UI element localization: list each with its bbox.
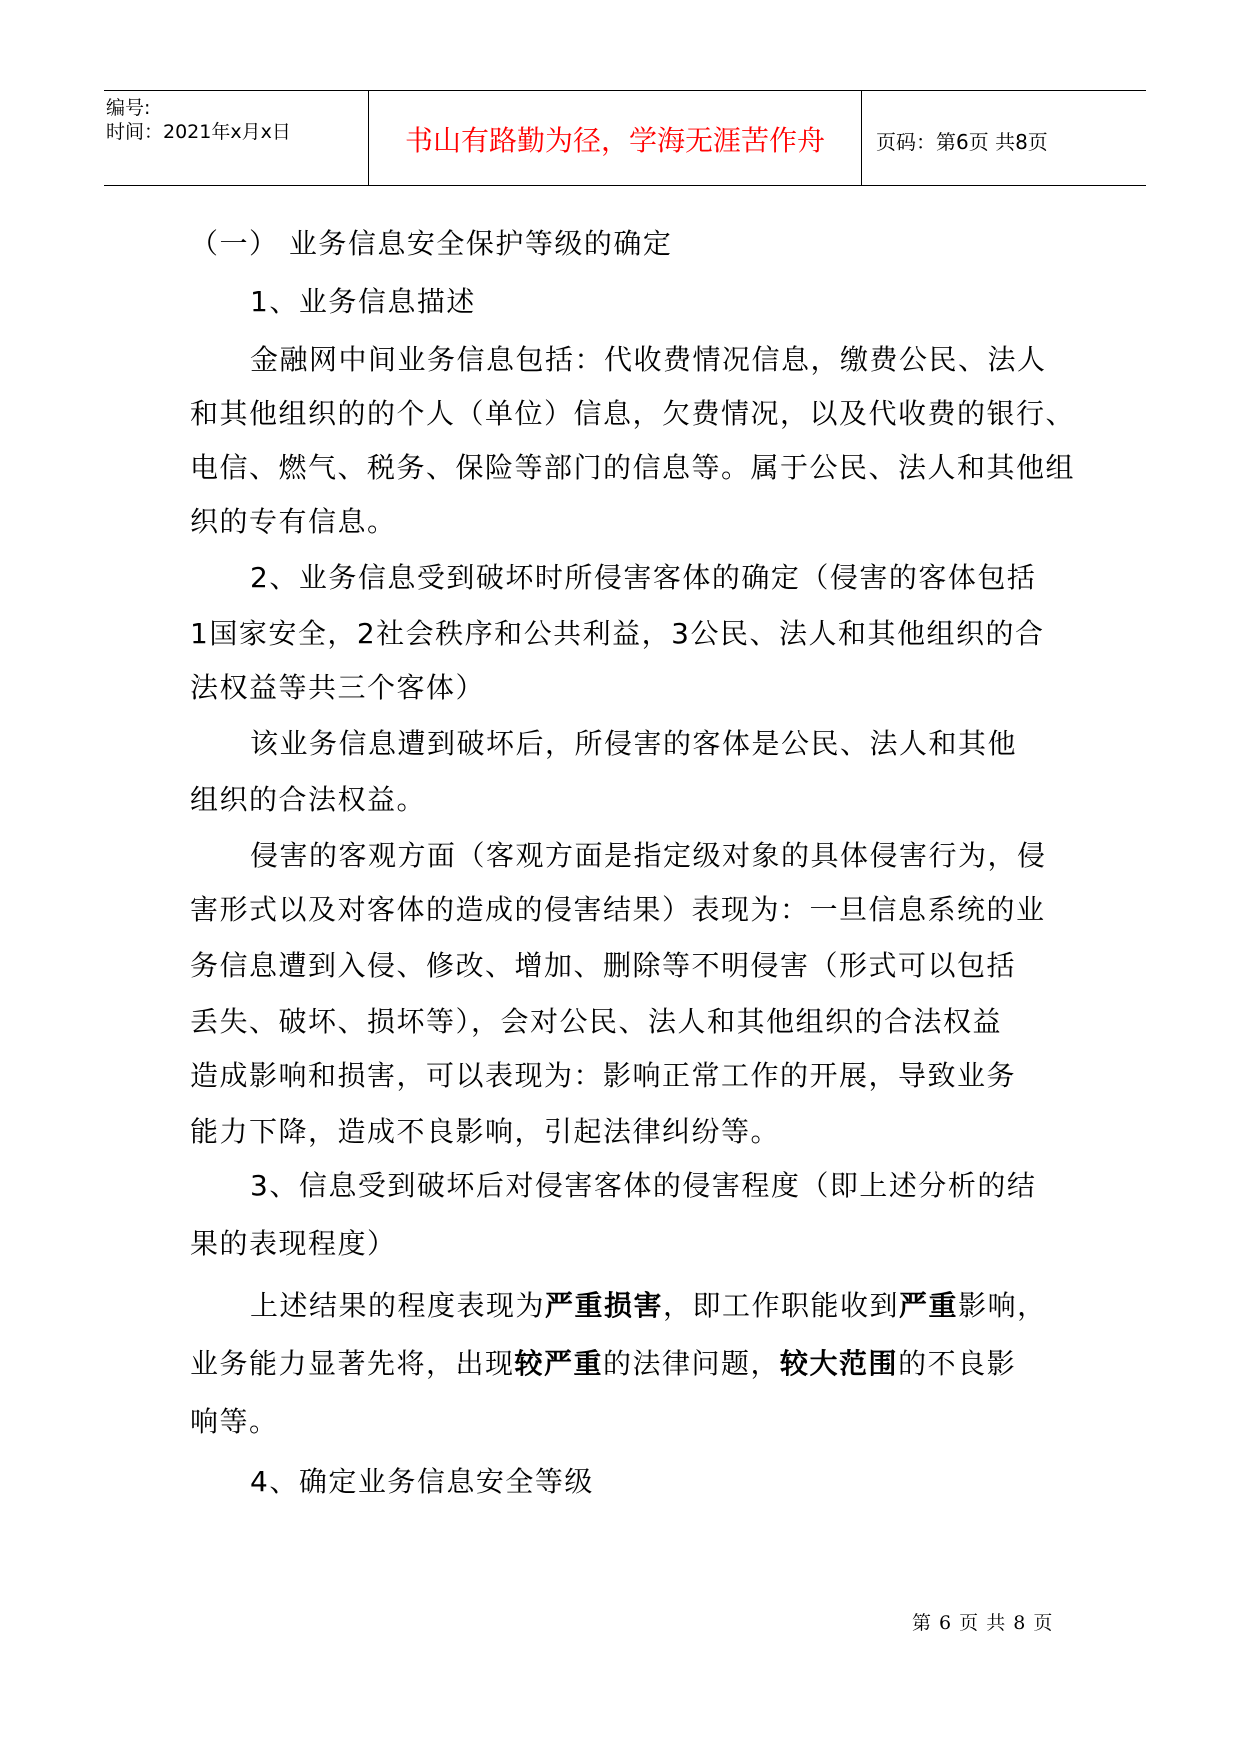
paragraph-line-emphasis (250, 1284, 1047, 1324)
text-run: 业务能力显著先将，出现 (190, 1347, 515, 1380)
paragraph-line: 丢失、破坏、损坏等），会对公民、法人和其他组织的合法权益 (190, 1005, 1003, 1038)
paragraph-line: 法权益等共三个客体） (190, 671, 486, 704)
header-motto: 书山有路勤为径，学海无涯苦作舟 (404, 124, 825, 157)
subheading-2: 2、业务信息受到破坏时所侵害客体的确定（侵害的客体包括 (250, 561, 1037, 594)
bold-text: 严重 (899, 1289, 959, 1322)
section-heading: （一） 业务信息安全保护等级的确定 (190, 227, 673, 260)
paragraph-line: 组织的合法权益。 (190, 783, 427, 816)
text-run: ，即工作职能收到 (663, 1289, 900, 1322)
subheading-1: 1、业务信息描述 (250, 285, 476, 318)
paragraph-line: 果的表现程度） (190, 1227, 397, 1260)
subheading-3: 3、信息受到破坏后对侵害客体的侵害程度（即上述分析的结 (250, 1169, 1037, 1202)
page-header (104, 90, 1146, 186)
paragraph-line: 务信息遭到入侵、修改、增加、删除等不明侵害（形式可以包括 (190, 949, 1017, 982)
header-page-code: 页码：第6页 共8页 (876, 130, 1048, 154)
header-page-cell (862, 91, 1146, 185)
page-footer: 第 6 页 共 8 页 (912, 1612, 1054, 1634)
text-run: 影响， (958, 1289, 1047, 1322)
subheading-4: 4、确定业务信息安全等级 (250, 1465, 594, 1498)
paragraph-line: 该业务信息遭到破坏后，所侵害的客体是公民、法人和其他 (250, 727, 1018, 760)
header-motto-cell (369, 91, 862, 185)
doc-number-label: 编号: (106, 97, 151, 119)
text-run: 上述结果的程度表现为 (250, 1289, 546, 1322)
paragraph-line: 害形式以及对客体的造成的侵害结果）表现为：一旦信息系统的业 (190, 893, 1046, 926)
bold-text: 严重损害 (545, 1289, 664, 1322)
text-run: 的不良影 (898, 1347, 1017, 1380)
paragraph-line: 造成影响和损害，可以表现为：影响正常工作的开展，导致业务 (190, 1059, 1017, 1092)
paragraph-line: 能力下降，造成不良影响，引起法律纠纷等。 (190, 1115, 781, 1148)
bold-text: 较严重 (514, 1347, 604, 1380)
header-meta-cell (104, 91, 369, 185)
paragraph-line-emphasis (190, 1342, 1016, 1382)
time-label: 时间：2021年x月x日 (106, 121, 291, 143)
text-run: 的法律问题， (603, 1347, 781, 1380)
paragraph-line: 响等。 (190, 1405, 279, 1438)
paragraph-line: 1国家安全，2社会秩序和公共利益，3公民、法人和其他组织的合 (190, 617, 1045, 650)
paragraph-line: 电信、燃气、税务、保险等部门的信息等。属于公民、法人和其他组 (190, 451, 1076, 484)
paragraph-line: 织的专有信息。 (190, 505, 397, 538)
paragraph-line: 和其他组织的的个人（单位）信息，欠费情况，以及代收费的银行、 (190, 397, 1076, 430)
bold-text: 较大范围 (780, 1347, 899, 1380)
paragraph-line: 金融网中间业务信息包括：代收费情况信息，缴费公民、法人 (250, 343, 1047, 376)
paragraph-line: 侵害的客观方面（客观方面是指定级对象的具体侵害行为，侵 (250, 839, 1047, 872)
